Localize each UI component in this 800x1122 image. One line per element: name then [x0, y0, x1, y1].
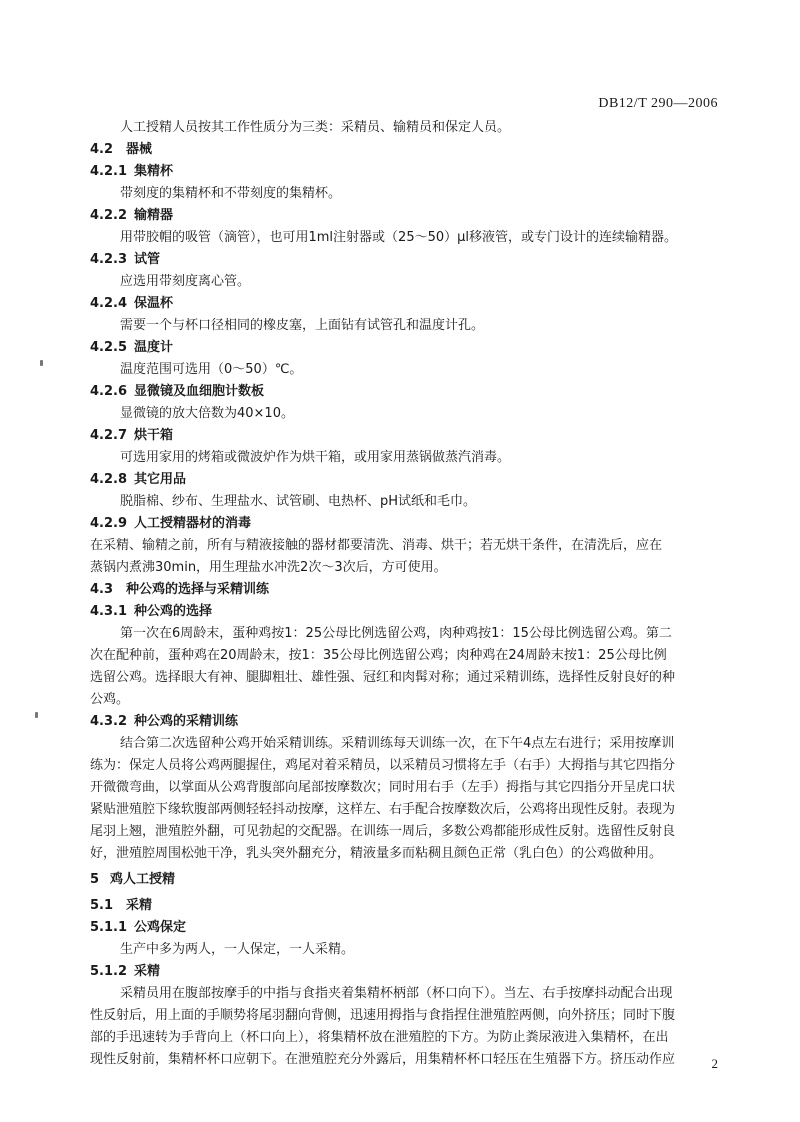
heading-4-2-2: 4.2.2 输精器 [90, 208, 174, 223]
paragraph-4-3-1-line: 选留公鸡。选择眼大有神、腿脚粗壮、雄性强、冠红和肉髯对称；通过采精训练，选择性反射良好的种 [90, 670, 676, 685]
paragraph-5-1-2-line: 性反射后，用上面的手顺势将尾羽翻向背侧，迅速用拇指与食指捏住泄殖腔两侧，向外挤压；同时下腹 [90, 1008, 676, 1023]
paragraph-4-2-8: 脱脂棉、纱布、生理盐水、试管刷、电热杯、pH试纸和毛巾。 [120, 494, 477, 509]
heading-4-3-1: 4.3.1 种公鸡的选择 [90, 604, 213, 619]
heading-5-1-1: 5.1.1 公鸡保定 [90, 920, 187, 935]
heading-4-2-3: 4.2.3 试管 [90, 252, 161, 267]
paragraph-4-2-3: 应选用带刻度离心管。 [120, 274, 251, 289]
heading-5: 5 鸡人工授精 [90, 872, 176, 887]
document-code: DB12/T 290—2006 [598, 96, 718, 111]
heading-4-2: 4.2 器械 [90, 142, 153, 157]
paragraph-4-2-7: 可选用家用的烤箱或微波炉作为烘干箱，或用家用蒸锅做蒸汽消毒。 [120, 450, 511, 465]
paragraph-5-1-1: 生产中多为两人，一人保定，一人采精。 [120, 942, 355, 957]
heading-4-3: 4.3 种公鸡的选择与采精训练 [90, 582, 270, 597]
paragraph-4-2-4: 需要一个与杯口径相同的橡皮塞，上面钻有试管孔和温度计孔。 [120, 318, 485, 333]
paragraph-5-1-2-line: 现性反射前，集精杯杯口应朝下。在泄殖腔充分外露后，用集精杯杯口轻压在生殖器下方。挤压动作应 [90, 1052, 676, 1067]
paragraph-4-3-1-line: 第一次在6周龄末，蛋种鸡按1：25公母比例选留公鸡，肉种鸡按1：15公母比例选留公鸡。第二 [120, 626, 672, 641]
heading-4-3-2: 4.3.2 种公鸡的采精训练 [90, 714, 239, 729]
intro-text: 人工授精人员按其工作性质分为三类：采精员、输精员和保定人员。 [120, 120, 511, 135]
paragraph-4-3-2-line: 开微微弯曲，以掌面从公鸡背腹部向尾部按摩数次；同时用右手（左手）拇指与其它四指分开呈虎口状 [90, 780, 676, 795]
heading-4-2-4: 4.2.4 保温杯 [90, 296, 174, 311]
paragraph-4-2-2: 用带胶帽的吸管（滴管），也可用1ml注射器或（25～50）μl移液管，或专门设计的连续输精器。 [120, 230, 678, 245]
paragraph-4-3-2-line: 紧贴泄殖腔下缘软腹部两侧轻轻抖动按摩，这样左、右手配合按摩数次后，公鸡将出现性反射。表现为 [90, 802, 676, 817]
scan-speck [40, 360, 43, 366]
heading-5-1-2: 5.1.2 采精 [90, 964, 161, 979]
paragraph-4-3-2-line: 结合第二次选留种公鸡开始采精训练。采精训练每天训练一次，在下午4点左右进行；采用按摩训 [120, 736, 675, 751]
paragraph-4-3-2-line: 练为：保定人员将公鸡两腿握住，鸡尾对着采精员，以采精员习惯将左手（右手）大拇指与其它四指分 [90, 758, 676, 773]
heading-5-1: 5.1 采精 [90, 898, 153, 913]
paragraph-4-3-2-line: 尾羽上翘，泄殖腔外翻，可见勃起的交配器。在训练一周后，多数公鸡都能形成性反射。选留性反射良 [90, 824, 676, 839]
paragraph-4-2-9-line: 在采精、输精之前，所有与精液接触的器材都要清洗、消毒、烘干；若无烘干条件，在清洗后，应在 [90, 538, 663, 553]
heading-4-2-5: 4.2.5 温度计 [90, 340, 174, 355]
heading-4-2-6: 4.2.6 显微镜及血细胞计数板 [90, 384, 265, 399]
heading-4-2-7: 4.2.7 烘干箱 [90, 428, 174, 443]
paragraph-4-2-6: 显微镜的放大倍数为40×10。 [120, 406, 294, 421]
heading-4-2-8: 4.2.8 其它用品 [90, 472, 187, 487]
heading-4-2-1: 4.2.1 集精杯 [90, 164, 174, 179]
paragraph-4-2-9-line: 蒸锅内煮沸30min，用生理盐水冲洗2次～3次后，方可使用。 [90, 560, 447, 575]
heading-4-2-9: 4.2.9 人工授精器材的消毒 [90, 516, 252, 531]
page-number: 2 [711, 1056, 718, 1071]
scan-speck [35, 712, 38, 718]
paragraph-5-1-2-line: 采精员用在腹部按摩手的中指与食指夹着集精杯柄部（杯口向下）。当左、右手按摩抖动配合出现 [120, 986, 673, 1001]
paragraph-5-1-2-line: 部的手迅速转为手背向上（杯口向上），将集精杯放在泄殖腔的下方。为防止粪尿液进入集精杯，在出 [90, 1030, 669, 1045]
paragraph-4-3-1-line: 公鸡。 [90, 692, 130, 707]
paragraph-4-2-5: 温度范围可选用（0～50）℃。 [120, 362, 303, 377]
paragraph-4-2-1: 带刻度的集精杯和不带刻度的集精杯。 [120, 186, 342, 201]
paragraph-4-3-1-line: 次在配种前，蛋种鸡在20周龄末，按1：35公母比例选留公鸡；肉种鸡在24周龄末按1：25公母比例 [90, 648, 667, 663]
paragraph-4-3-2-line: 好，泄殖腔周围松弛干净，乳头突外翻充分，精液量多而粘稠且颜色正常（乳白色）的公鸡做种用。 [90, 846, 663, 861]
